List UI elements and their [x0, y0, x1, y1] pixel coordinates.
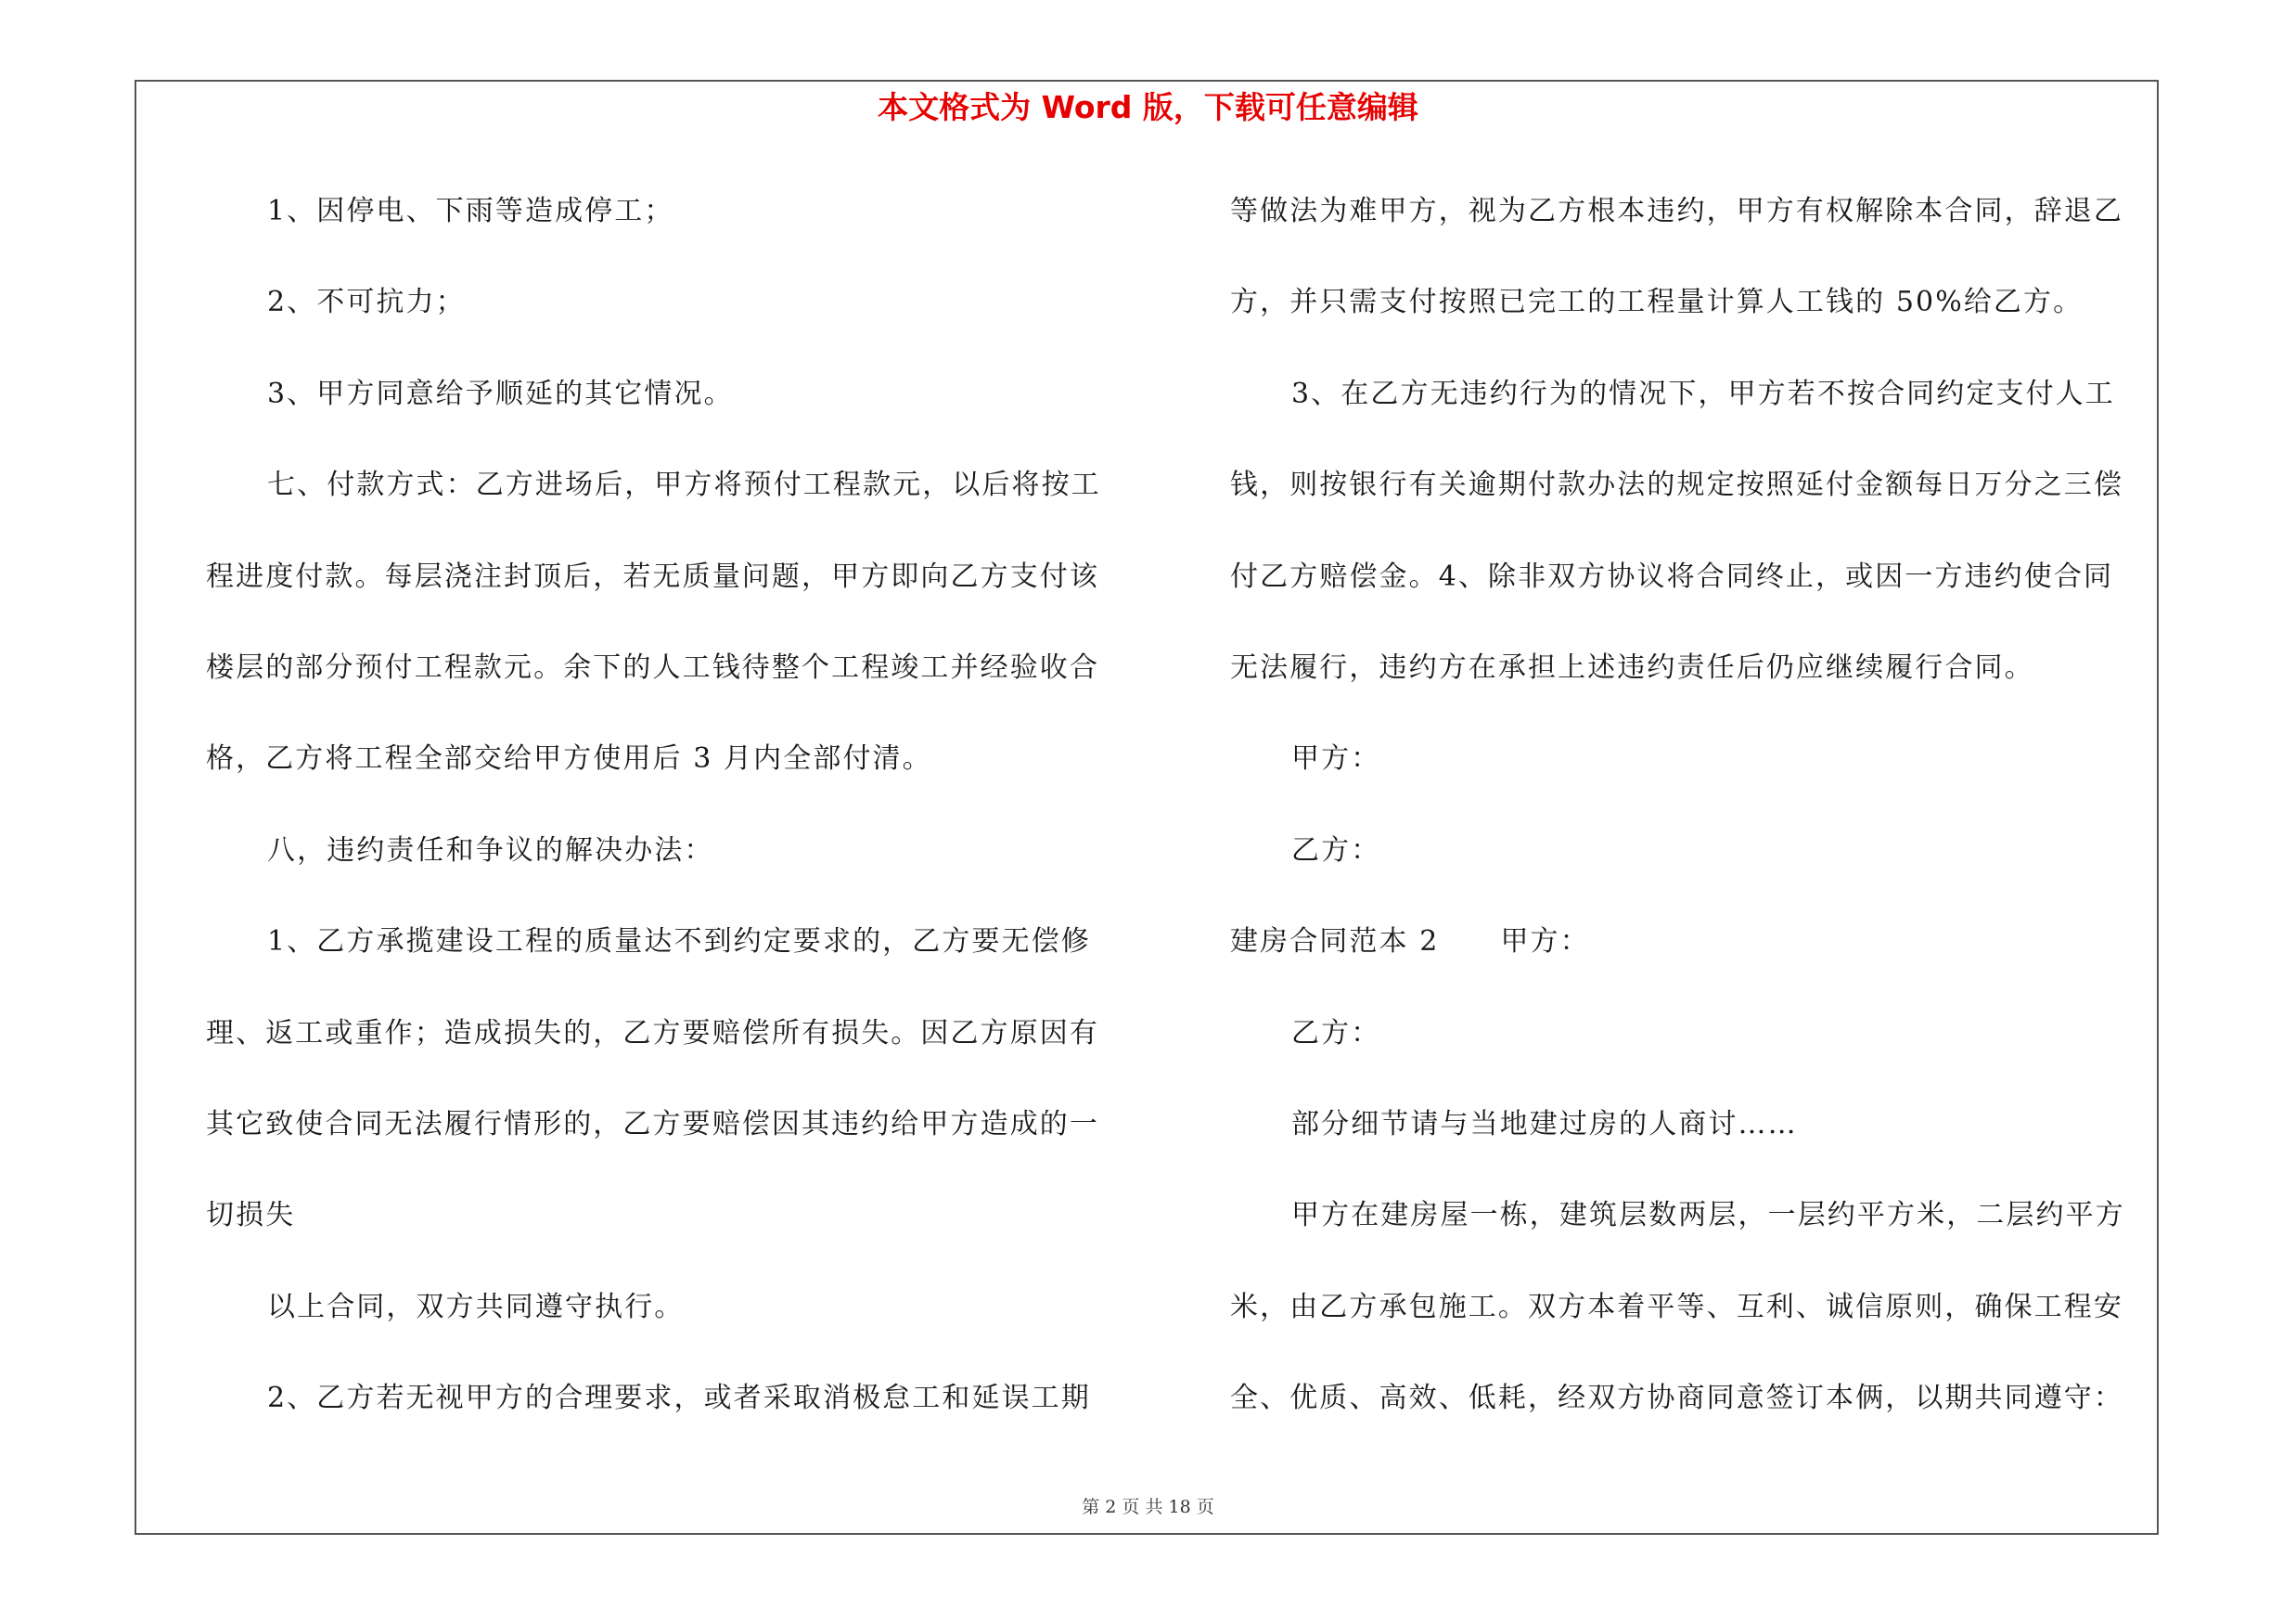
paragraph-line: 3、甲方同意给予顺延的其它情况。	[267, 377, 734, 410]
paragraph-line: 付乙方赔偿金。4、除非双方协议将合同终止，或因一方违约使合同	[1230, 560, 2114, 593]
paragraph-line: 切损失	[206, 1199, 296, 1232]
paragraph-line: 全、优质、高效、低耗，经双方协商同意签订本俩，以期共同遵守：	[1230, 1382, 2123, 1415]
left-column	[206, 180, 1124, 1458]
paragraph-line: 七、付款方式：乙方进场后，甲方将预付工程款元，以后将按工	[267, 469, 1101, 502]
paragraph-line: 以上合同，双方共同遵守执行。	[267, 1290, 685, 1323]
paragraph-line: 1、因停电、下雨等造成停工；	[267, 195, 674, 227]
paragraph-line: 方，并只需支付按照已完工的工程量计算人工钱的 50%给乙方。	[1230, 286, 2084, 319]
right-column	[1230, 180, 2148, 1458]
paragraph-line: 格，乙方将工程全部交给甲方使用后 3 月内全部付清。	[206, 742, 932, 776]
party-b-signature-label: 乙方：	[1291, 833, 1381, 867]
paragraph-line: 部分细节请与当地建过房的人商讨……	[1291, 1107, 1798, 1140]
word-format-banner: 本文格式为 Word 版，下载可任意编辑	[878, 89, 1418, 125]
paragraph-line: 无法履行，违约方在承担上述违约责任后仍应继续履行合同。	[1230, 650, 2034, 684]
contract-template-title-line	[1230, 910, 2148, 1001]
paragraph-line: 程进度付款。每层浇注封顶后，若无质量问题，甲方即向乙方支付该	[206, 560, 1099, 593]
paragraph-line: 2、乙方若无视甲方的合理要求，或者采取消极怠工和延误工期	[267, 1382, 1091, 1415]
contract-template-title: 建房合同范本 2	[1230, 925, 1440, 959]
paragraph-line: 楼层的部分预付工程款元。余下的人工钱待整个工程竣工并经验收合	[206, 650, 1099, 684]
paragraph-line: 米，由乙方承包施工。双方本着平等、互利、诚信原则，确保工程安	[1230, 1290, 2123, 1323]
paragraph-line: 理、返工或重作；造成损失的，乙方要赔偿所有损失。因乙方原因有	[206, 1016, 1099, 1050]
paragraph-line: 钱，则按银行有关逾期付款办法的规定按照延付金额每日万分之三偿	[1230, 469, 2123, 502]
paragraph-line: 甲方在建房屋一栋，建筑层数两层，一层约平方米，二层约平方	[1291, 1199, 2125, 1232]
paragraph-line: 2、不可抗力；	[267, 286, 466, 319]
party-a-label: 甲方：	[1500, 925, 1590, 959]
section-heading: 八，违约责任和争议的解决办法：	[267, 833, 714, 867]
paragraph-line: 等做法为难甲方，视为乙方根本违约，甲方有权解除本合同，辞退乙	[1230, 195, 2123, 227]
party-a-signature-label: 甲方：	[1291, 742, 1381, 776]
paragraph-line: 其它致使合同无法履行情形的，乙方要赔偿因其违约给甲方造成的一	[206, 1107, 1099, 1140]
paragraph-line: 3、在乙方无违约行为的情况下，甲方若不按合同约定支付人工	[1291, 377, 2115, 410]
party-b-label: 乙方：	[1291, 1016, 1381, 1050]
page-number-footer: 第 2 页 共 18 页	[1082, 1497, 1214, 1517]
paragraph-line: 1、乙方承揽建设工程的质量达不到约定要求的，乙方要无偿修	[267, 925, 1091, 959]
